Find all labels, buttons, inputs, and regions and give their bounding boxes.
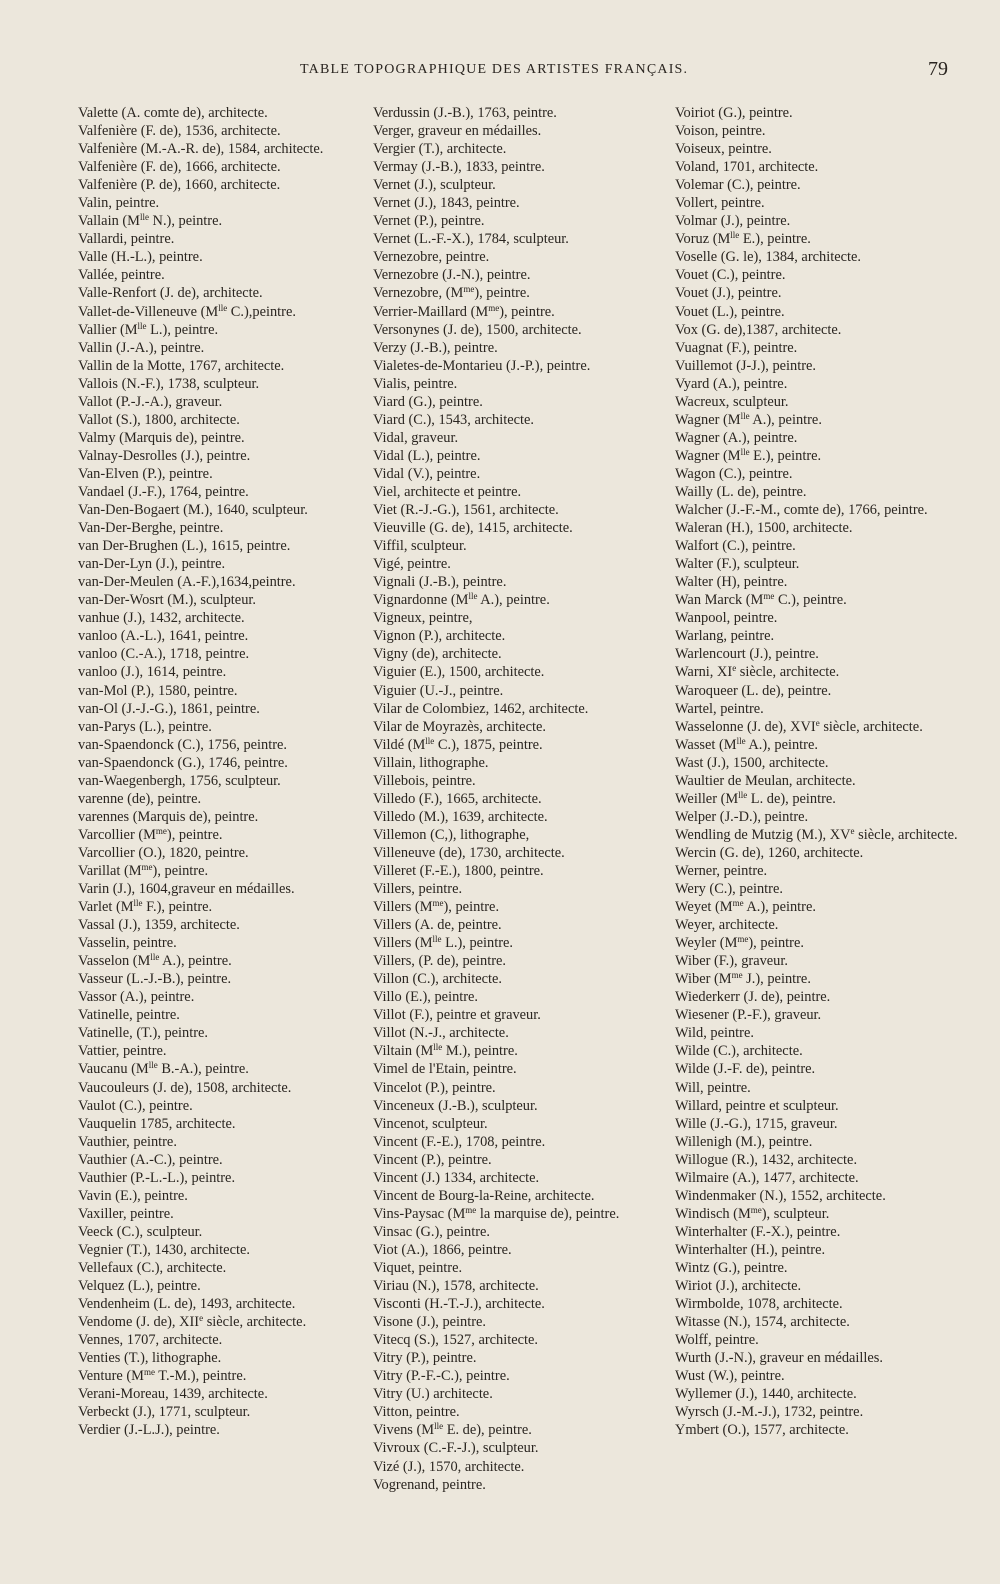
- index-entry: Vaucanu ($M^{lle}$ B.-A.), peintre.: [78, 1060, 249, 1078]
- index-entry: Veeck (C.), sculpteur.: [78, 1223, 203, 1240]
- index-entry: Wiber (F.), graveur.: [675, 953, 788, 970]
- index-entry: Vauquelin 1785, architecte.: [78, 1115, 236, 1132]
- index-entry: Vauthier (P.-L.-L.), peintre.: [78, 1169, 236, 1186]
- index-entry: Viguier (E.), 1500, architecte.: [373, 664, 545, 681]
- index-entry: Visconti (H.-T.-J.), architecte.: [373, 1296, 545, 1313]
- index-entry: Varillat $(M^{me})$, peintre.: [78, 861, 209, 879]
- index-entry: Valfenière (F. de), 1536, architecte.: [78, 123, 281, 140]
- index-entry: Wast (J.), 1500, architecte.: [675, 754, 829, 771]
- index-entry: Vitry (P.-F.-C.), peintre.: [373, 1368, 510, 1385]
- index-entry: Wercin (G. de), 1260, architecte.: [675, 844, 864, 861]
- page-header: [0, 58, 1000, 82]
- index-entry: Villers ($M^{lle}$ L.), peintre.: [373, 934, 514, 952]
- index-entry: Voruz ($M^{lle}$ E.), peintre.: [675, 230, 811, 248]
- index-entry: Wille (J.-G.), 1715, graveur.: [675, 1115, 838, 1132]
- index-entry: Verrier-Maillard $(M^{me})$, peintre.: [373, 302, 555, 320]
- index-entry: Will, peintre.: [675, 1079, 751, 1096]
- index-entry: Vigé, peintre.: [373, 556, 451, 573]
- index-entry: Vilar de Colombiez, 1462, architecte.: [373, 700, 589, 717]
- index-entry: Wagon (C.), peintre.: [675, 465, 793, 482]
- index-entry: Wyllemer (J.), 1440, architecte.: [675, 1386, 857, 1403]
- index-entry: Vendenheim (L. de), 1493, architecte.: [78, 1296, 296, 1313]
- index-entry: Varcollier $(M^{me})$, peintre.: [78, 825, 223, 843]
- index-entry: Wacreux, sculpteur.: [675, 393, 789, 410]
- index-entry: Villers, peintre.: [373, 881, 463, 898]
- index-entry: Vinceneux (J.-B.), sculpteur.: [373, 1097, 538, 1114]
- index-entry: Verdussin (J.-B.), 1763, peintre.: [373, 105, 557, 121]
- page-number: 79: [928, 58, 948, 80]
- index-entry: Wailly (L. de), peintre.: [675, 483, 807, 500]
- index-entry: Vins-Paysac ($M^{me}$ la marquise de), peintre.: [373, 1204, 620, 1222]
- running-title: TABLE TOPOGRAPHIQUE DES ARTISTES FRANÇAIS.: [300, 62, 689, 77]
- index-entry: van Der-Brughen (L.), 1615, peintre.: [78, 538, 291, 555]
- index-entry: varenne (de), peintre.: [78, 790, 202, 807]
- index-entry: Vendome (J. de), XIIe siècle, architecte.: [78, 1313, 307, 1331]
- index-entry: Wery (C.), peintre.: [675, 881, 783, 898]
- index-entry: Walter (F.), sculpteur.: [675, 556, 800, 573]
- index-entry: Vuillemot (J-J.), peintre.: [675, 357, 817, 374]
- index-entry: van-Ol (J.-J.-G.), 1861, peintre.: [78, 700, 260, 717]
- index-entry: Venties (T.), lithographe.: [78, 1350, 222, 1367]
- index-entry: Villeret (F.-E.), 1800, peintre.: [373, 862, 544, 879]
- index-entry: Waroqueer (L. de), peintre.: [675, 682, 832, 699]
- index-entry: Valfenière (M.-A.-R. de), 1584, architecte.: [78, 141, 324, 158]
- index-entry: Vitecq (S.), 1527, architecte.: [373, 1332, 538, 1349]
- index-entry: Wirmbolde, 1078, architecte.: [675, 1296, 843, 1313]
- index-entry: Vidal (V.), peintre.: [373, 465, 481, 482]
- index-entry: Versonynes (J. de), 1500, architecte.: [373, 321, 582, 338]
- index-entry: Vigneux, peintre,: [373, 610, 473, 627]
- index-entry: Vassal (J.), 1359, architecte.: [78, 917, 240, 934]
- index-entry: Vitton, peintre.: [373, 1404, 460, 1421]
- index-entry: Voison, peintre.: [675, 123, 766, 140]
- index-entry: Vallot (S.), 1800, architecte.: [78, 411, 240, 428]
- index-entry: Villot (N.-J., architecte.: [373, 1025, 509, 1042]
- index-entry: Wagner (A.), peintre.: [675, 429, 798, 446]
- index-column-1: [78, 104, 361, 1439]
- index-entry: Weyler $(M^{me})$, peintre.: [675, 934, 804, 952]
- index-entry: Vouet (C.), peintre.: [675, 267, 786, 284]
- index-entry: Vernezobre, peintre.: [373, 249, 490, 266]
- index-entry: Witasse (N.), 1574, architecte.: [675, 1314, 850, 1331]
- index-entry: Vallet-de-Villeneuve ($M^{lle}$ C.),peintre.: [78, 302, 296, 320]
- index-entry: van-Der-Lyn (J.), peintre.: [78, 556, 226, 573]
- index-entry: Walfort (C.), peintre.: [675, 538, 796, 555]
- index-entry: Vox (G. de),1387, architecte.: [675, 321, 842, 338]
- index-entry: Weyer, architecte.: [675, 917, 779, 934]
- index-entry: Vignardonne ($M^{lle}$ A.), peintre.: [373, 591, 550, 609]
- index-entry: Waleran (H.), 1500, architecte.: [675, 520, 853, 537]
- index-entry: Viel, architecte et peintre.: [373, 483, 522, 500]
- index-entry: varennes (Marquis de), peintre.: [78, 808, 259, 825]
- index-entry: Wiriot (J.), architecte.: [675, 1278, 802, 1295]
- index-entry: Vimel de l'Etain, peintre.: [373, 1061, 517, 1078]
- index-entry: Wintz (G.), peintre.: [675, 1260, 788, 1276]
- index-entry: Windenmaker (N.), 1552, architecte.: [675, 1187, 886, 1204]
- index-entry: Viet (R.-J.-G.), 1561, architecte.: [373, 502, 559, 519]
- index-entry: Villeneuve (de), 1730, architecte.: [373, 844, 565, 861]
- index-entry: Villers, (P. de), peintre.: [373, 953, 507, 970]
- index-entry: Vitry (P.), peintre.: [373, 1350, 477, 1367]
- index-entry: Valfenière (F. de), 1666, architecte.: [78, 159, 281, 176]
- index-entry: Wasselonne (J. de), XVIe siècle, architecte.: [675, 717, 923, 735]
- index-entry: Villemon (C,), lithographe,: [373, 826, 530, 843]
- index-entry: Villo (E.), peintre.: [373, 989, 479, 1006]
- index-entry: Verger, graveur en médailles.: [373, 123, 542, 140]
- index-entry: Valle-Renfort (J. de), architecte.: [78, 285, 263, 302]
- index-entry: Vasseur (L.-J.-B.), peintre.: [78, 971, 232, 988]
- index-entry: Vaxiller, peintre.: [78, 1205, 174, 1222]
- index-entry: Wanpool, peintre.: [675, 610, 778, 627]
- index-entry: Vialis, peintre.: [373, 375, 458, 392]
- index-entry: Viguier (U.-J., peintre.: [373, 682, 504, 699]
- index-entry: Varin (J.), 1604,graveur en médailles.: [78, 881, 295, 898]
- index-entry: Wild, peintre.: [675, 1025, 754, 1042]
- index-entry: Weyet ($M^{me}$ A.), peintre.: [675, 898, 816, 916]
- index-entry: Villon (C.), architecte.: [373, 971, 503, 988]
- index-entry: Viltain ($M^{lle}$ M.), peintre.: [373, 1042, 518, 1060]
- index-entry: Walcher (J.-F.-M., comte de), 1766, peintre.: [675, 502, 928, 519]
- index-entry: Wiber ($M^{me}$ J.), peintre.: [675, 970, 811, 988]
- index-entry: Volmar (J.), peintre.: [675, 213, 791, 230]
- index-entry: Wurth (J.-N.), graveur en médailles.: [675, 1350, 884, 1367]
- index-entry: Viard (G.), peintre.: [373, 393, 483, 410]
- index-entry: Verbeckt (J.), 1771, sculpteur.: [78, 1404, 251, 1421]
- index-entry: Vernet (L.-F.-X.), 1784, sculpteur.: [373, 231, 569, 248]
- index-entry: Waultier de Meulan, architecte.: [675, 772, 856, 789]
- index-entry: Valin, peintre.: [78, 195, 160, 212]
- index-entry: Wilde (J.-F. de), peintre.: [675, 1061, 816, 1078]
- index-entry: Villedo (F.), 1665, architecte.: [373, 790, 542, 807]
- index-entry: Vignali (J.-B.), peintre.: [373, 574, 507, 591]
- index-entry: Vaucouleurs (J. de), 1508, architecte.: [78, 1079, 292, 1096]
- index-entry: Ymbert (O.), 1577, architecte.: [675, 1422, 849, 1439]
- index-entry: Valette (A. comte de), architecte.: [78, 105, 268, 121]
- index-entry: Vasselin, peintre.: [78, 935, 177, 952]
- index-entry: Vattier, peintre.: [78, 1043, 167, 1060]
- index-entry: Vieuville (G. de), 1415, architecte.: [373, 520, 573, 537]
- index-column-3: [675, 104, 965, 1439]
- index-entry: Vouet (L.), peintre.: [675, 303, 785, 320]
- index-entry: Van-Elven (P.), peintre.: [78, 465, 213, 482]
- index-entry: Wiederkerr (J. de), peintre.: [675, 989, 831, 1006]
- index-entry: Vernezobre, $(M^{me})$, peintre.: [373, 284, 530, 302]
- index-entry: Vaulot (C.), peintre.: [78, 1097, 193, 1114]
- index-entry: Vermay (J.-B.), 1833, peintre.: [373, 159, 545, 176]
- index-entry: Vivroux (C.-F.-J.), sculpteur.: [373, 1440, 539, 1457]
- index-entry: Viriau (N.), 1578, architecte.: [373, 1278, 539, 1295]
- index-entry: Wyrsch (J.-M.-J.), 1732, peintre.: [675, 1404, 864, 1421]
- index-entry: Villers $(M^{me})$, peintre.: [373, 898, 500, 916]
- index-column-2: [373, 104, 663, 1494]
- index-entry: Windisch $(M^{me})$, sculpteur.: [675, 1204, 830, 1222]
- index-entry: Vernet (J.), sculpteur.: [373, 177, 496, 194]
- index-entry: Viffil, sculpteur.: [373, 538, 467, 555]
- index-entry: Werner, peintre.: [675, 862, 768, 879]
- index-entry: Verzy (J.-B.), peintre.: [373, 339, 498, 356]
- index-entry: Van-Den-Bogaert (M.), 1640, sculpteur.: [78, 502, 308, 519]
- index-entry: Viot (A.), 1866, peintre.: [373, 1241, 512, 1258]
- index-entry: Voiriot (G.), peintre.: [675, 105, 793, 121]
- index-entry: Vasselon ($M^{lle}$ A.), peintre.: [78, 952, 232, 970]
- index-entry: Vitry (U.) architecte.: [373, 1386, 493, 1403]
- index-entry: Vivens ($M^{lle}$ E. de), peintre.: [373, 1421, 532, 1439]
- index-entry: Wolff, peintre.: [675, 1332, 759, 1349]
- index-entry: Voland, 1701, architecte.: [675, 159, 819, 176]
- index-entry: Vincent (P.), peintre.: [373, 1151, 492, 1168]
- index-entry: Valfenière (P. de), 1660, architecte.: [78, 177, 281, 194]
- index-entry: Vernezobre (J.-N.), peintre.: [373, 267, 531, 284]
- index-entry: Vinsac (G.), peintre.: [373, 1223, 491, 1240]
- index-entry: Vogrenand, peintre.: [373, 1476, 486, 1493]
- index-entry: Vallot (P.-J.-A.), graveur.: [78, 393, 223, 410]
- index-entry: Vavin (E.), peintre.: [78, 1187, 188, 1204]
- index-entry: van-Der-Wosrt (M.), sculpteur.: [78, 592, 256, 609]
- index-entry: Valle (H.-L.), peintre.: [78, 249, 203, 266]
- index-entry: Visone (J.), peintre.: [373, 1314, 487, 1331]
- index-entry: van-Spaendonck (C.), 1756, peintre.: [78, 736, 288, 753]
- index-entry: van-Parys (L.), peintre.: [78, 718, 212, 735]
- index-entry: Vyard (A.), peintre.: [675, 375, 788, 392]
- index-entry: Vauthier, peintre.: [78, 1133, 177, 1150]
- index-entry: Willenigh (M.), peintre.: [675, 1133, 813, 1150]
- index-entry: Winterhalter (F.-X.), peintre.: [675, 1223, 841, 1240]
- index-entry: Welper (J.-D.), peintre.: [675, 808, 809, 825]
- index-entry: Willard, peintre et sculpteur.: [675, 1097, 839, 1114]
- index-entry: Vegnier (T.), 1430, architecte.: [78, 1241, 250, 1258]
- index-entry: Wan Marck ($M^{me}$ C.), peintre.: [675, 591, 847, 609]
- index-entry: Vignon (P.), architecte.: [373, 628, 506, 645]
- index-entry: Vincent (F.-E.), 1708, peintre.: [373, 1133, 546, 1150]
- index-entry: Vouet (J.), peintre.: [675, 285, 782, 302]
- index-entry: Vincelot (P.), peintre.: [373, 1079, 496, 1096]
- index-entry: Valmy (Marquis de), peintre.: [78, 429, 245, 446]
- index-entry: Vildé ($M^{lle}$ C.), 1875, peintre.: [373, 735, 543, 753]
- index-entry: Vauthier (A.-C.), peintre.: [78, 1151, 223, 1168]
- index-entry: Venture ($M^{me}$ T.-M.), peintre.: [78, 1367, 247, 1385]
- index-entry: Vennes, 1707, architecte.: [78, 1332, 223, 1349]
- index-entry: Vallier ($M^{lle}$ L.), peintre.: [78, 320, 219, 338]
- index-entry: van-Waegenbergh, 1756, sculpteur.: [78, 772, 281, 789]
- index-entry: Vuagnat (F.), peintre.: [675, 339, 798, 356]
- index-entry: Villain, lithographe.: [373, 754, 489, 771]
- index-entry: Vernet (J.), 1843, peintre.: [373, 195, 520, 212]
- index-entry: Wasset ($M^{lle}$ A.), peintre.: [675, 735, 818, 753]
- index-entry: Villebois, peintre.: [373, 772, 476, 789]
- index-entry: Warlencourt (J.), peintre.: [675, 646, 819, 663]
- index-entry: Vialetes-de-Montarieu (J.-P.), peintre.: [373, 357, 591, 374]
- index-entry: van-Der-Meulen (A.-F.),1634,peintre.: [78, 574, 296, 591]
- index-entry: Vigny (de), architecte.: [373, 646, 502, 663]
- index-entry: Voiseux, peintre.: [675, 141, 772, 158]
- index-entry: Verani-Moreau, 1439, architecte.: [78, 1386, 268, 1403]
- index-entry: Vallain ($M^{lle}$ N.), peintre.: [78, 212, 223, 230]
- index-entry: Vidal (L.), peintre.: [373, 447, 481, 464]
- index-entry: Wust (W.), peintre.: [675, 1368, 785, 1385]
- index-entry: Villers (A. de, peintre.: [373, 917, 502, 934]
- index-entry: Vollert, peintre.: [675, 195, 765, 212]
- index-entry: Vincent (J.) 1334, architecte.: [373, 1169, 540, 1186]
- index-entry: Vernet (P.), peintre.: [373, 213, 485, 230]
- index-entry: vanloo (A.-L.), 1641, peintre.: [78, 628, 249, 645]
- index-entry: Wilde (C.), architecte.: [675, 1043, 803, 1060]
- index-entry: Wagner ($M^{lle}$ A.), peintre.: [675, 410, 822, 428]
- index-entry: Wiesener (P.-F.), graveur.: [675, 1007, 822, 1024]
- index-entry: Vergier (T.), architecte.: [373, 141, 507, 158]
- index-entry: Vellefaux (C.), architecte.: [78, 1260, 227, 1276]
- index-entry: Vatinelle, (T.), peintre.: [78, 1025, 208, 1042]
- index-entry: Velquez (L.), peintre.: [78, 1278, 201, 1295]
- index-entry: Vallois (N.-F.), 1738, sculpteur.: [78, 375, 260, 392]
- index-entry: Vatinelle, peintre.: [78, 1007, 180, 1024]
- index-entry: Warni, XIe siècle, architecte.: [675, 663, 840, 681]
- index-entry: Winterhalter (H.), peintre.: [675, 1241, 826, 1258]
- index-entry: Vizé (J.), 1570, architecte.: [373, 1458, 525, 1475]
- index-entry: van-Spaendonck (G.), 1746, peintre.: [78, 754, 288, 771]
- index-entry: vanhue (J.), 1432, architecte.: [78, 610, 245, 627]
- index-entry: Volemar (C.), peintre.: [675, 177, 801, 194]
- index-entry: Viard (C.), 1543, architecte.: [373, 411, 534, 428]
- index-entry: Vallin de la Motte, 1767, architecte.: [78, 357, 285, 374]
- index-entry: Wartel, peintre.: [675, 700, 764, 717]
- index-entry: Vincenot, sculpteur.: [373, 1115, 488, 1132]
- index-entry: Weiller ($M^{lle}$ L. de), peintre.: [675, 789, 836, 807]
- index-entry: Varlet ($M^{lle}$ F.), peintre.: [78, 898, 213, 916]
- index-entry: Vallardi, peintre.: [78, 231, 175, 248]
- index-entry: Vincent de Bourg-la-Reine, architecte.: [373, 1187, 595, 1204]
- index-entry: Vandael (J.-F.), 1764, peintre.: [78, 483, 249, 500]
- index-entry: Vallin (J.-A.), peintre.: [78, 339, 205, 356]
- index-entry: Wagner ($M^{lle}$ E.), peintre.: [675, 446, 822, 464]
- index-entry: van-Mol (P.), 1580, peintre.: [78, 682, 238, 699]
- index-entry: Warlang, peintre.: [675, 628, 775, 645]
- index-entry: Villedo (M.), 1639, architecte.: [373, 808, 548, 825]
- index-entry: Wendling de Mutzig (M.), XVe siècle, architecte.: [675, 825, 958, 843]
- index-entry: Vallée, peintre.: [78, 267, 165, 284]
- index-entry: vanloo (C.-A.), 1718, peintre.: [78, 646, 250, 663]
- index-entry: Vidal, graveur.: [373, 429, 459, 446]
- index-entry: Valnay-Desrolles (J.), peintre.: [78, 447, 251, 464]
- index-entry: Vilar de Moyrazès, architecte.: [373, 718, 546, 735]
- index-entry: Van-Der-Berghe, peintre.: [78, 520, 224, 537]
- index-entry: Viquet, peintre.: [373, 1260, 463, 1276]
- index-entry: Villot (F.), peintre et graveur.: [373, 1007, 541, 1024]
- index-entry: Wilmaire (A.), 1477, architecte.: [675, 1169, 859, 1186]
- index-entry: Varcollier (O.), 1820, peintre.: [78, 844, 249, 861]
- index-entry: Willogue (R.), 1432, architecte.: [675, 1151, 858, 1168]
- index-entry: vanloo (J.), 1614, peintre.: [78, 664, 227, 681]
- index-entry: Voselle (G. le), 1384, architecte.: [675, 249, 861, 266]
- index-entry: Verdier (J.-L.J.), peintre.: [78, 1422, 220, 1439]
- index-entry: Walter (H), peintre.: [675, 574, 788, 591]
- index-entry: Vassor (A.), peintre.: [78, 989, 195, 1006]
